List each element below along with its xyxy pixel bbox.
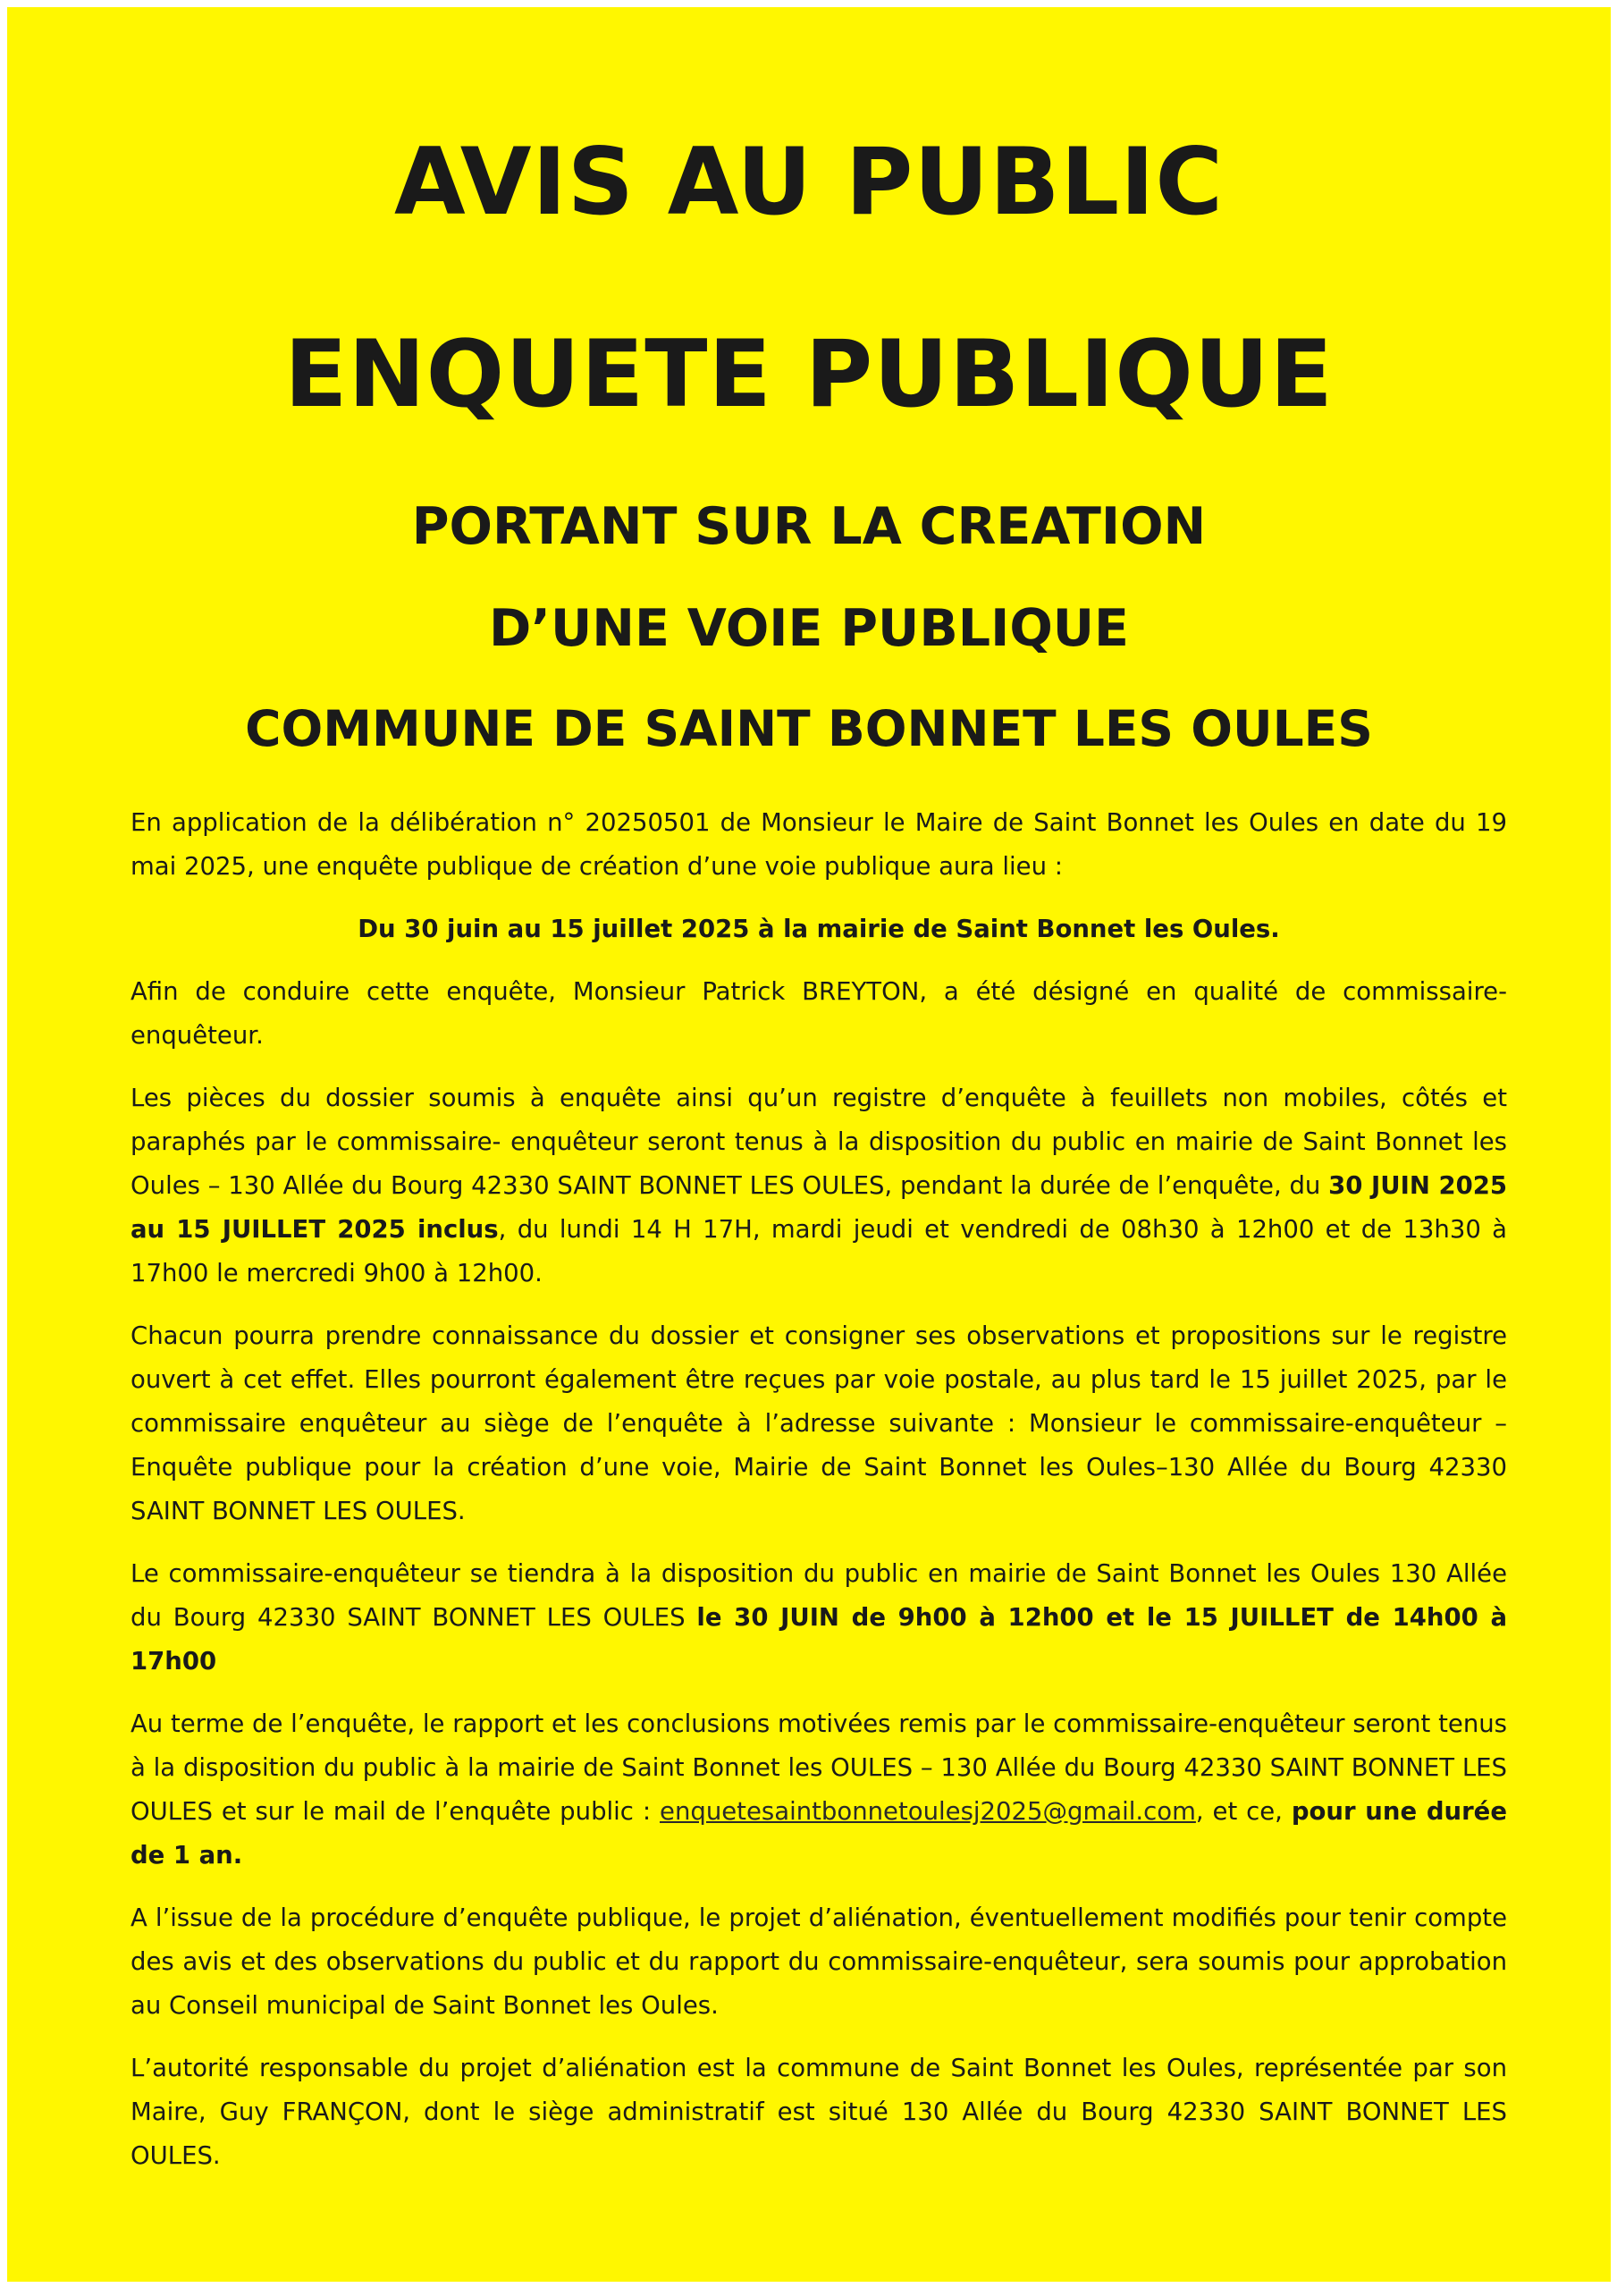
paragraph-dossier bbox=[131, 1076, 1507, 1296]
subtitle-line-1: PORTANT SUR LA CREATION bbox=[411, 497, 1207, 556]
dossier-dates: 30 JUIN 2025 au 15 JUILLET 2025 inclus bbox=[131, 1171, 1508, 1244]
notice-body bbox=[131, 801, 1507, 2197]
report-duration: pour une durée de 1 an. bbox=[131, 1797, 1507, 1870]
notice-sheet bbox=[7, 7, 1611, 2282]
subtitle-commune: COMMUNE DE SAINT BONNET LES OULES bbox=[245, 700, 1373, 757]
permanences-text: Le commissaire-enquêteur se tiendra à la disposition du public en mairie de Saint Bonnet les Oules 130 Allée du Bourg 42330 SAINT BONNET LES OULES bbox=[131, 1559, 1507, 1632]
notice-title: AVIS AU PUBLIC bbox=[393, 129, 1225, 236]
notice-heading: ENQUETE PUBLIQUE bbox=[284, 321, 1334, 428]
paragraph-deliberation: En application de la délibération n° 20250501 de Monsieur le Maire de Saint Bonnet les Oules en date du 19 mai 2025, une enquête publique de création d’une voie publique aura lieu : bbox=[131, 808, 1507, 881]
report-text: Au terme de l’enquête, le rapport et les conclusions motivées remis par le commissaire-enquêteur seront tenus à la disposition du public à la mairie de Saint Bonnet les OULES – 130 Allée du Bourg 42330 SAINT BONNET LES OULES et sur le mail de l’enquête public : bbox=[131, 1709, 1507, 1826]
paragraph-approval: A l’issue de la procédure d’enquête publique, le projet d’aliénation, éventuellement modifiés pour tenir compte des avis et des observations du public et du rapport du commissaire-enquêteur, sera soumis pour approbation au Conseil municipal de Saint Bonnet les Oules. bbox=[131, 1903, 1507, 2020]
paragraph-permanences bbox=[131, 1552, 1507, 1684]
dossier-text-start: Les pièces du dossier soumis à enquête ainsi qu’un registre d’enquête à feuillets non mobiles, côtés et paraphés par le commissaire- enquêteur seront tenus à la disposition du public en mairie de Saint Bonnet les Oules – 130 Allée du Bourg 42330 SAINT BONNET LES OULES, pendant la durée de l’enquête, du bbox=[131, 1084, 1507, 1200]
paragraph-dates: Du 30 juin au 15 juillet 2025 à la mairie de Saint Bonnet les Oules. bbox=[358, 915, 1280, 943]
paragraph-report bbox=[131, 1702, 1507, 1878]
report-text-mid: , et ce, bbox=[1195, 1797, 1292, 1826]
paragraph-commissioner: Afin de conduire cette enquête, Monsieur Patrick BREYTON, a été désigné en qualité de commissaire-enquêteur. bbox=[131, 977, 1507, 1050]
email-link[interactable]: enquetesaintbonnetoulesj2025@gmail.com bbox=[660, 1797, 1196, 1826]
paragraph-observations: Chacun pourra prendre connaissance du dossier et consigner ses observations et propositions sur le registre ouvert à cet effet. Elles pourront également être reçues par voie postale, au plus tard le 15 juillet 2025, par le commissaire enquêteur au siège de l’enquête à l’adresse suivante : Monsieur le commissaire-enquêteur – Enquête publique pour la création d’une voie, Mairie de Saint Bonnet les Oules–130 Allée du Bourg 42330 SAINT BONNET LES OULES. bbox=[131, 1321, 1507, 1525]
subtitle-line-2: D’UNE VOIE PUBLIQUE bbox=[488, 599, 1129, 658]
permanences-dates: le 30 JUIN de 9h00 à 12h00 et le 15 JUILLET de 14h00 à 17h00 bbox=[131, 1603, 1507, 1676]
paragraph-authority: L’autorité responsable du projet d’aliénation est la commune de Saint Bonnet les Oules, représentée par son Maire, Guy FRANÇON, dont le siège administratif est situé 130 Allée du Bourg 42330 SAINT BONNET LES OULES. bbox=[131, 2054, 1507, 2170]
dossier-text-end: , du lundi 14 H 17H, mardi jeudi et vendredi de 08h30 à 12h00 et de 13h30 à 17h00 le mercredi 9h00 à 12h00. bbox=[131, 1215, 1507, 1287]
